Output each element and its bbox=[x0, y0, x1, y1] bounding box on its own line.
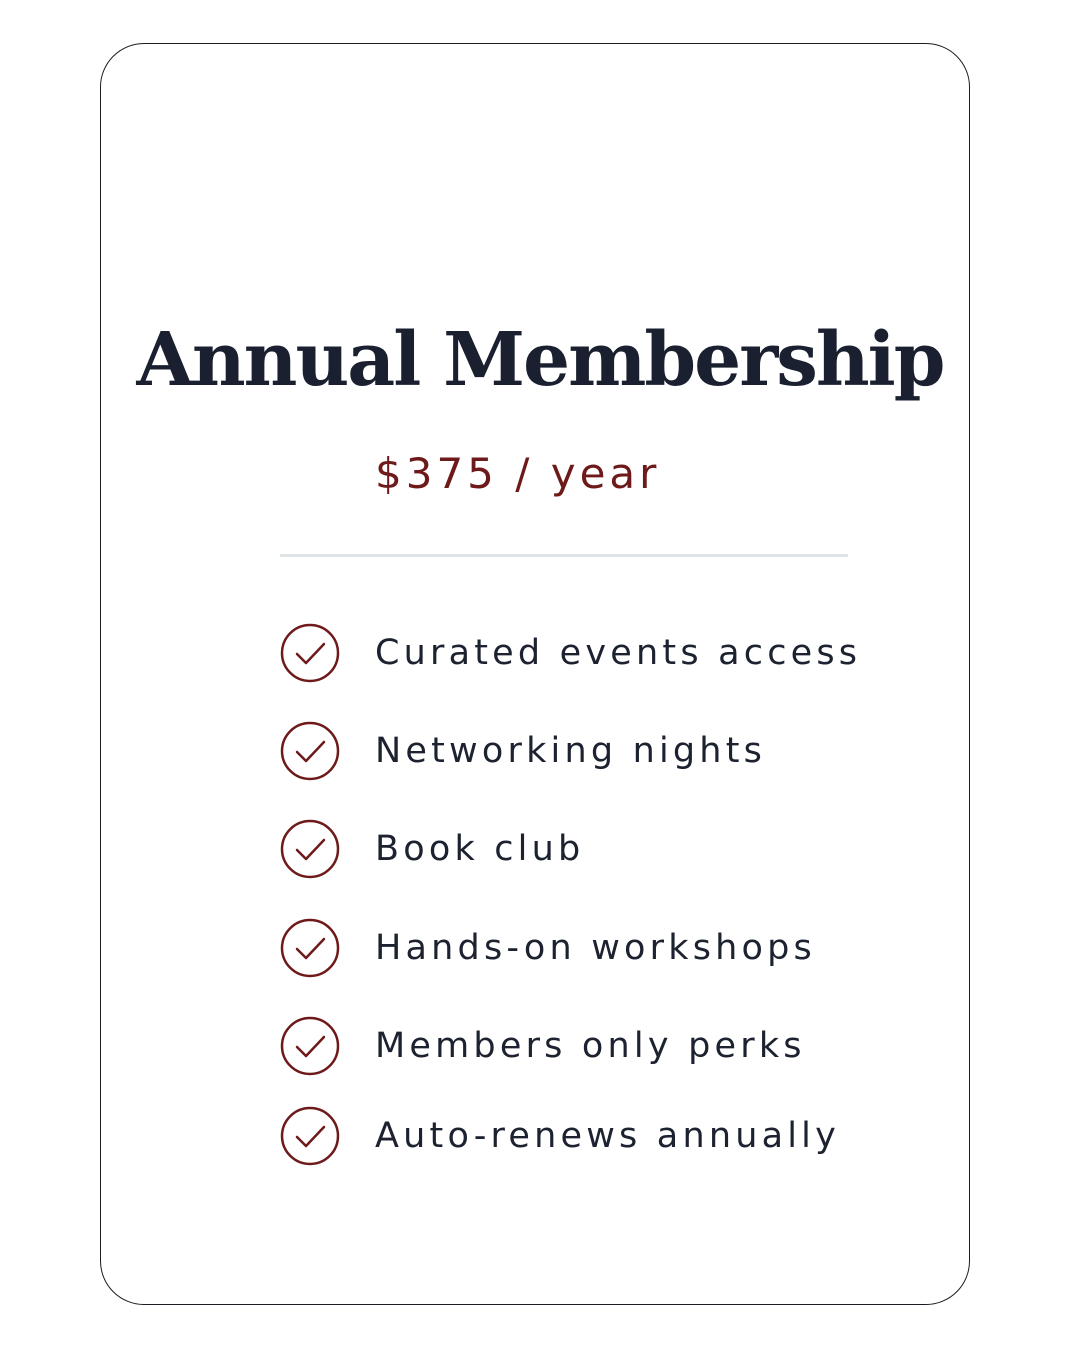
check-circle-icon bbox=[280, 1106, 340, 1166]
check-circle-icon bbox=[280, 721, 340, 781]
divider bbox=[280, 554, 848, 557]
plan-title: Annual Membership bbox=[136, 317, 944, 403]
check-circle-icon bbox=[280, 1016, 340, 1076]
feature-label: Auto-renews annually bbox=[375, 1116, 841, 1156]
check-circle-icon bbox=[280, 918, 340, 978]
feature-label: Book club bbox=[375, 829, 585, 869]
feature-label: Members only perks bbox=[375, 1026, 806, 1066]
feature-item bbox=[280, 819, 880, 879]
check-circle-icon bbox=[280, 819, 340, 879]
feature-label: Networking nights bbox=[375, 731, 767, 771]
check-circle-icon bbox=[280, 623, 340, 683]
feature-label: Curated events access bbox=[375, 633, 862, 673]
feature-item bbox=[280, 623, 880, 683]
plan-price: $375 / year bbox=[375, 449, 661, 498]
feature-item bbox=[280, 918, 880, 978]
feature-item bbox=[280, 721, 880, 781]
feature-item bbox=[280, 1016, 880, 1076]
feature-label: Hands-on workshops bbox=[375, 928, 816, 968]
feature-item bbox=[280, 1106, 880, 1166]
